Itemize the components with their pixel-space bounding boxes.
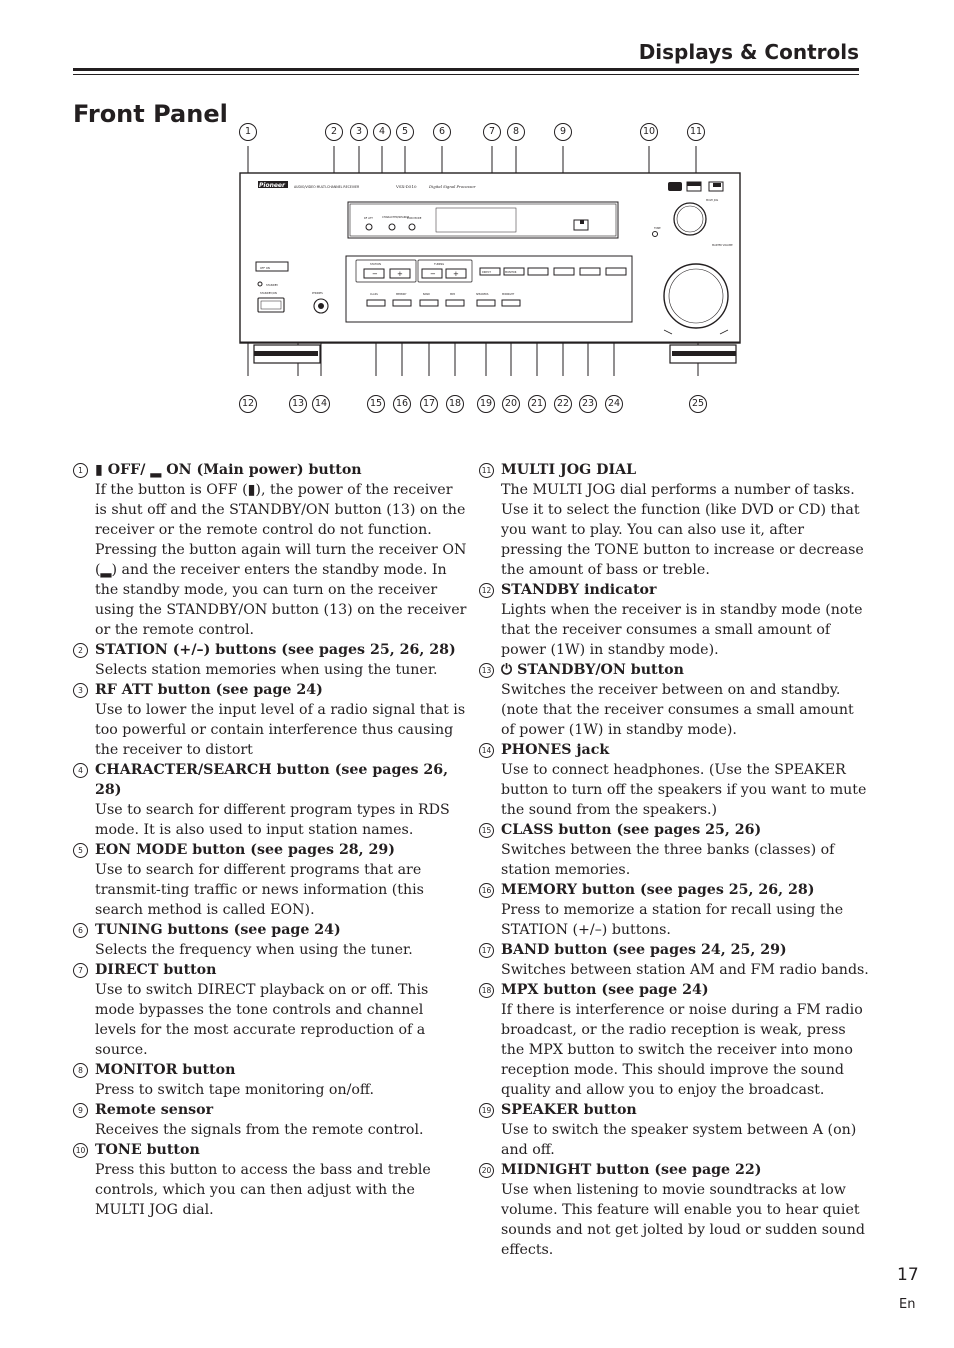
callout-24: 24 (602, 394, 626, 413)
item-10: 10 TONE button Press this button to access the bass and treble controls, which you can then adjust with the MULTI JOG dial. (73, 1140, 468, 1220)
svg-text:DIRECT: DIRECT (482, 271, 491, 274)
svg-text:Digital Signal Processor: Digital Signal Processor (429, 184, 476, 189)
item-18: 18 MPX button (see page 24) If there is interference or noise during a FM radio broadcast, or the radio reception is weak, press the MPX button to switch the receiver into mono reception mode. This should improve the sound quality and allow you to enjoy the broadcast. (479, 980, 869, 1100)
svg-text:MASTER VOLUME: MASTER VOLUME (712, 244, 733, 247)
svg-text:−: − (372, 270, 378, 278)
callout-20: 20 (499, 394, 523, 413)
callout-17: 17 (417, 394, 441, 413)
svg-text:STANDBY: STANDBY (266, 284, 278, 287)
svg-text:−: − (430, 270, 436, 278)
item-16: 16 MEMORY button (see pages 25, 26, 28) Press to memorize a station for recall using the STATION (+/–) buttons. (479, 880, 869, 940)
item-11: 11 MULTI JOG DIAL The MULTI JOG dial performs a number of tasks. Use it to select the function (like DVD or CD) that you want to play. You can also use it, after pressing the TONE button to increase or decrease the amount of bass or treble. (479, 460, 869, 580)
svg-text:MPX: MPX (450, 293, 456, 296)
svg-text:MEMORY: MEMORY (396, 293, 407, 296)
svg-text:CLASS: CLASS (370, 293, 378, 296)
callout-9: 9 (551, 122, 575, 141)
page-title: Front Panel (73, 100, 228, 128)
svg-text:AUDIO/VIDEO MULTI-CHANNEL RECE: AUDIO/VIDEO MULTI-CHANNEL RECEIVER (294, 185, 360, 189)
item-19: 19 SPEAKER button Use to switch the speaker system between A (on) and off. (479, 1100, 869, 1160)
item-1: 1 ▮ OFF/ ▂ ON (Main power) button If the button is OFF (▮), the power of the receiver is shut off and the STANDBY/ON button (13) on the receiver or the remote control do not function. Pressing the button again will turn the receiver ON (▂) and the receiver enters the standby mode. In the standby mode, you can turn on the receiver using the STANDBY/ON button (13) on the receiver or the remote control. (73, 460, 468, 640)
svg-text:+: + (453, 270, 459, 278)
callout-1: 1 (236, 122, 260, 141)
item-14: 14 PHONES jack Use to connect headphones. (Use the SPEAKER button to turn off the speakers if you want to mute the sound from the speakers.) (479, 740, 869, 820)
svg-text:CHARACTER/SEARCH: CHARACTER/SEARCH (382, 216, 410, 219)
callout-4: 4 (370, 122, 394, 141)
svg-text:VSX-D510: VSX-D510 (396, 184, 417, 189)
item-6: 6 TUNING buttons (see page 24) Selects the frequency when using the tuner. (73, 920, 468, 960)
description-column-left (73, 460, 468, 1220)
svg-text:SPEAKERS: SPEAKERS (476, 293, 489, 296)
svg-text:STATION: STATION (370, 263, 381, 266)
item-7: 7 DIRECT button Use to switch DIRECT playback on or off. This mode bypasses the tone controls and channel levels for the most accurate reproduction of a source. (73, 960, 468, 1060)
svg-text:MONITOR: MONITOR (505, 271, 517, 274)
front-panel-illustration (236, 146, 746, 376)
svg-text:STANDBY/ON: STANDBY/ON (260, 292, 277, 295)
section-title: Displays & Controls (638, 40, 859, 64)
svg-text:MULTI JOG: MULTI JOG (706, 199, 719, 202)
item-8: 8 MONITOR button Press to switch tape monitoring on/off. (73, 1060, 468, 1100)
header-rule-thin (73, 74, 859, 75)
callout-22: 22 (551, 394, 575, 413)
callout-7: 7 (480, 122, 504, 141)
item-9: 9 Remote sensor Receives the signals from the remote control. (73, 1100, 468, 1140)
callout-12: 12 (236, 394, 260, 413)
item-20: 20 MIDNIGHT button (see page 22) Use when listening to movie soundtracks at low volume. This feature will enable you to hear quiet sounds and not get jolted by loud or sudden sound effects. (479, 1160, 869, 1260)
svg-text:+: + (397, 270, 403, 278)
callout-21: 21 (525, 394, 549, 413)
callout-2: 2 (322, 122, 346, 141)
callout-5: 5 (393, 122, 417, 141)
item-17: 17 BAND button (see pages 24, 25, 29) Switches between station AM and FM radio bands. (479, 940, 869, 980)
callout-6: 6 (430, 122, 454, 141)
language-code: En (899, 1297, 916, 1312)
callout-8: 8 (504, 122, 528, 141)
callout-19: 19 (474, 394, 498, 413)
svg-text:OFF ON: OFF ON (260, 267, 270, 270)
callout-13: 13 (286, 394, 310, 413)
item-13: 13 ⏻ STANDBY/ON button Switches the receiver between on and standby.(note that the receiver consumes a small amount of power (1W) in standby mode). (479, 660, 869, 740)
svg-text:BAND: BAND (423, 293, 430, 296)
item-12: 12 STANDBY indicator Lights when the receiver is in standby mode (note that the receiver consumes a small amount of power (1W) in standby mode). (479, 580, 869, 660)
callout-11: 11 (684, 122, 708, 141)
header-rule-thick (73, 68, 859, 71)
svg-text:TUNING: TUNING (434, 263, 445, 266)
callout-3: 3 (347, 122, 371, 141)
svg-text:Pioneer: Pioneer (259, 182, 285, 189)
svg-text:TONE: TONE (654, 227, 661, 230)
callout-14: 14 (309, 394, 333, 413)
page-number: 17 (897, 1265, 919, 1285)
item-3: 3 RF ATT button (see page 24) Use to lower the input level of a radio signal that is too powerful or contain interference thus causing the receiver to distort (73, 680, 468, 760)
svg-text:EON MODE: EON MODE (407, 217, 422, 220)
svg-text:PHONES: PHONES (312, 292, 323, 295)
callout-10: 10 (637, 122, 661, 141)
svg-text:RF ATT: RF ATT (364, 217, 373, 220)
callout-23: 23 (576, 394, 600, 413)
item-15: 15 CLASS button (see pages 25, 26) Switches between the three banks (classes) of station memories. (479, 820, 869, 880)
callout-18: 18 (443, 394, 467, 413)
description-column-right (479, 460, 869, 1260)
item-2: 2 STATION (+/–) buttons (see pages 25, 26, 28) Selects station memories when using the tuner. (73, 640, 468, 680)
callout-15: 15 (364, 394, 388, 413)
callout-25: 25 (686, 394, 710, 413)
item-4: 4 CHARACTER/SEARCH button (see pages 26, 28) Use to search for different program types in RDS mode. It is also used to input station names. (73, 760, 468, 840)
svg-text:MIDNIGHT: MIDNIGHT (502, 293, 515, 296)
callout-16: 16 (390, 394, 414, 413)
item-5: 5 EON MODE button (see pages 28, 29) Use to search for different programs that are transmit-ting traffic or news information (this search method is called EON). (73, 840, 468, 920)
